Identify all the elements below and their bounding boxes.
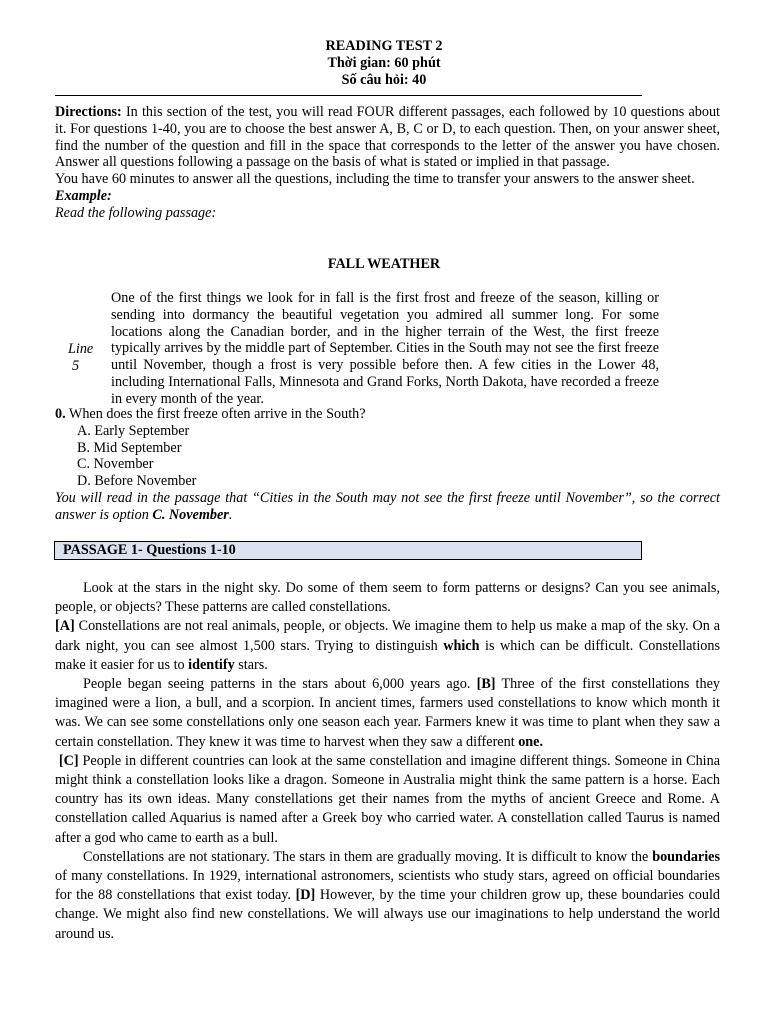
example-passage-title: FALL WEATHER	[327, 256, 441, 272]
directions-section	[55, 104, 720, 222]
marker-a: [A]	[55, 618, 75, 635]
word-boundaries: boundaries	[652, 848, 720, 865]
line-number: 5	[72, 358, 80, 374]
paragraph-5: Constellations are not stationary. The stars in them are gradually moving. It is difficult to know the boundaries of many constellations. In 1929, international astronomers, scientists who study stars, agreed on official boundaries for the 88 constellations that exist today. [D] However, by the time your children grow up, these boundaries could change. We might also find new constellations. We will always use our imaginations to help understand the world around us.	[55, 848, 721, 942]
question-number: 0.	[55, 406, 66, 422]
paragraph-3: People began seeing patterns in the stars about 6,000 years ago. [B] Three of the first constellations they imagined were a lion, a bull, and a scorpion. In ancient times, farmers used constellations to know which month it was. We can see some constellations only one season each year. Farmers knew it was time to plant when they saw a certain constellation. They knew it was time to harvest when they saw a different one.	[55, 676, 720, 750]
word-which: which	[443, 637, 480, 654]
test-title: READING TEST 2	[325, 38, 443, 54]
read-prompt: Read the following passage:	[55, 204, 217, 221]
line-label: Line	[68, 341, 94, 357]
example-passage-text: One of the first things we look for in fall is the first frost and freeze of the season, killing or sending into dormancy the beautiful vegetation you admired all summer long. For some locations along the Canadian border, and in the higher terrain of the West, the first freeze typically arrives by the middle part of September. Cities in the South may not see the first freeze until November, though a frost is very possible before then. A few cities in the Lower 48, including International Falls, Minnesota and Grand Forks, North Dakota, have recorded a freeze in every month of the year.	[111, 290, 659, 407]
option-c: C. November	[77, 456, 154, 473]
paragraph-1: Look at the stars in the night sky. Do some of them seem to form patterns or designs? Can you see animals, people, or objects? These patterns are called constellations.	[55, 580, 720, 616]
passage-1-heading: PASSAGE 1- Questions 1-10	[54, 541, 642, 560]
marker-d: [D]	[295, 887, 316, 904]
option-d: D. Before November	[77, 473, 197, 490]
paragraph-2: [A] Constellations are not real animals, people, or objects. We imagine them to help us make a map of the sky. On a dark night, you can see almost 1,500 stars. Trying to distinguish which is which can be difficult. Constellations make it easier for us to identify stars.	[55, 618, 720, 673]
example-explanation: You will read in the passage that “Cities in the South may not see the first freeze until November”, so the correct answer is option C. November.	[55, 490, 720, 523]
test-question-count: Số câu hỏi: 40	[341, 72, 427, 88]
example-label: Example:	[55, 187, 112, 204]
directions-text: In this section of the test, you will read FOUR different passages, each followed by 10 questions about it. For questions 1-40, you are to choose the best answer A, B, C or D, to each question. Then, on your answer sheet, find the number of the question and fill in the space that corresponds to the letter of the answer you have chosen. Answer all questions following a passage on the basis of what is stated or implied in that passage.	[55, 104, 720, 171]
option-a: A. Early September	[77, 422, 190, 439]
test-time: Thời gian: 60 phút	[327, 55, 441, 71]
question-text: When does the first freeze often arrive in the South?	[65, 406, 366, 422]
paragraph-4: [C] People in different countries can look at the same constellation and imagine different things. Someone in China might think a constellation looks like a dragon. Someone in Australia might think the same pattern is a horse. Each country has its own ideas. Many constellations get their names from the myths of ancient Greece and Rome. A constellation called Aquarius is named after a Greek boy who carried water. A constellation called Taurus is named after a god who came to earth as a bull.	[55, 752, 721, 846]
directions-label: Directions:	[55, 104, 122, 120]
example-question	[55, 406, 366, 490]
option-b: B. Mid September	[77, 439, 182, 456]
header-rule	[55, 95, 642, 96]
marker-c: [C]	[58, 752, 79, 769]
marker-b: [B]	[476, 676, 496, 693]
time-note: You have 60 minutes to answer all the questions, including the time to transfer your answers to the answer sheet.	[55, 171, 695, 188]
word-one: one.	[518, 733, 544, 750]
passage-1-text	[55, 579, 720, 944]
example-answer: C. November	[152, 506, 229, 523]
word-identify: identify	[188, 656, 235, 673]
